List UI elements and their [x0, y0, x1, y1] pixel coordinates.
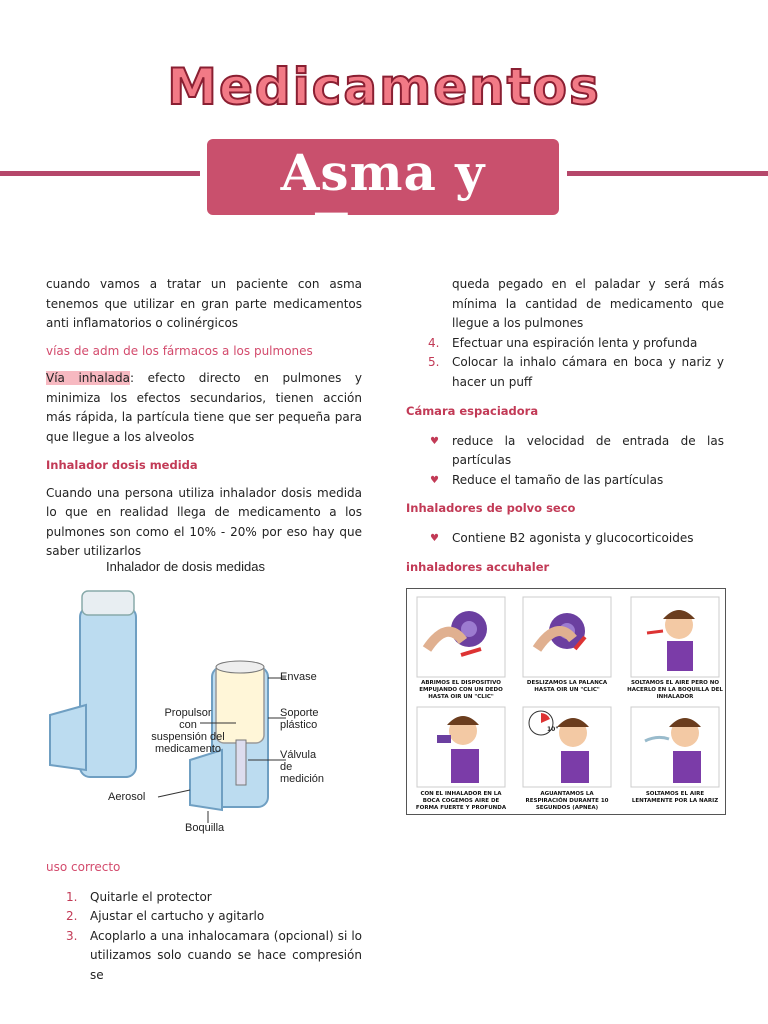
inhaler-figure: [40, 555, 370, 845]
polvo-heading: Inhaladores de polvo seco: [406, 501, 576, 515]
continuation-paragraph: queda pegado en el paladar y será más mínima la cantidad de medicamento que llegue a los pulmones: [452, 277, 724, 330]
intro-paragraph: cuando vamos a tratar un paciente con asma tenemos que utilizar en gran parte medicamentos anti inflamatorios o colinérgicos: [46, 277, 362, 330]
heart-icon: ♥: [430, 435, 439, 447]
accuhaler-drawing: [407, 589, 725, 814]
label-aerosol: Aerosol: [108, 791, 146, 803]
accuhaler-caption: CON EL INHALADOR EN LA BOCA COGEMOS AIRE DE FORMA FUERTE Y PROFUNDA: [415, 791, 507, 811]
camara-heading: Cámara espaciadora: [406, 404, 539, 418]
vias-heading: vías de adm de los fármacos a los pulmones: [46, 343, 313, 358]
right-steps: [406, 334, 724, 393]
accuhaler-caption: AGUANTAMOS LA RESPIRACIÓN DURANTE 10 SEGUNDOS (APNEA): [525, 791, 609, 811]
accuhaler-figure: [406, 588, 726, 815]
right-column: [406, 275, 724, 578]
label-propulsor: Propulsor con suspensión del medicamento: [151, 707, 225, 755]
list-item: 2. Ajustar el cartucho y agitarlo: [66, 909, 265, 923]
list-item: 3. Acoplarlo a una inhalocamara (opcional) si lo utilizamos solo cuando se hace compresión se: [66, 928, 362, 982]
uso-heading: uso correcto: [46, 860, 121, 874]
accuhaler-caption: SOLTAMOS EL AIRE LENTAMENTE POR LA NARIZ: [631, 791, 719, 804]
left-column: [46, 275, 362, 562]
inhaler-drawing: [40, 555, 370, 845]
accuhaler-heading: inhaladores accuhaler: [406, 560, 550, 574]
camara-list: [406, 432, 724, 491]
label-soporte: Soporte plástico: [280, 707, 319, 731]
title-rule-left: [0, 171, 200, 176]
page-title: Medicamentos: [167, 58, 601, 116]
inhalada-text: : efecto directo en pulmones y minimiza los efectos secundarios, tienen acción más rápida, la partícula tiene que ser pequeña para que llegue a los alveolos: [46, 371, 362, 444]
inhalada-paragraph: [46, 369, 362, 447]
list-item: 1. Quitarle el protector: [66, 889, 212, 904]
uso-steps: [44, 888, 362, 986]
title-rule-right: [567, 171, 768, 176]
uso-section: [46, 858, 362, 985]
list-item: ♥ Reduce el tamaño de las partículas: [406, 471, 724, 491]
list-item: ♥ Contiene B2 agonista y glucocorticoides: [406, 529, 724, 549]
heart-icon: ♥: [430, 474, 439, 486]
label-envase: Envase: [280, 671, 317, 683]
label-valvula: Válvula de medición: [280, 749, 325, 785]
accuhaler-caption: DESLIZAMOS LA PALANCA HASTA OIR UN "CLIC": [526, 680, 608, 693]
figure-title: Inhalador de dosis medidas: [106, 559, 265, 574]
list-item: ♥ reduce la velocidad de entrada de las partículas: [430, 433, 724, 467]
accuhaler-caption: ABRIMOS EL DISPOSITIVO EMPUJANDO CON UN DEDO HASTA OIR UN "CLIC": [419, 680, 503, 700]
inhalador-heading: Inhalador dosis medida: [46, 458, 198, 472]
timer-label: 10": [547, 726, 559, 733]
polvo-list: [406, 529, 724, 549]
label-boquilla: Boquilla: [185, 822, 225, 834]
list-item: 4. Efectuar una espiración lenta y profunda: [428, 335, 698, 350]
list-item: 5. Colocar la inhalo cámara en boca y nariz y hacer un puff: [428, 355, 724, 389]
inhalador-paragraph: Cuando una persona utiliza inhalador dosis medida lo que en realidad llega de medicamento a los pulmones son como el 10% - 20% por eso hay que saber utilizarlos: [46, 485, 362, 558]
page-subtitle: Asma y Epoc: [280, 143, 486, 261]
accuhaler-caption: SOLTAMOS EL AIRE PERO NO HACERLO EN LA BOQUILLA DEL INHALADOR: [627, 680, 723, 700]
heart-icon: ♥: [430, 532, 439, 544]
inhalada-label: Vía inhalada: [46, 371, 130, 385]
